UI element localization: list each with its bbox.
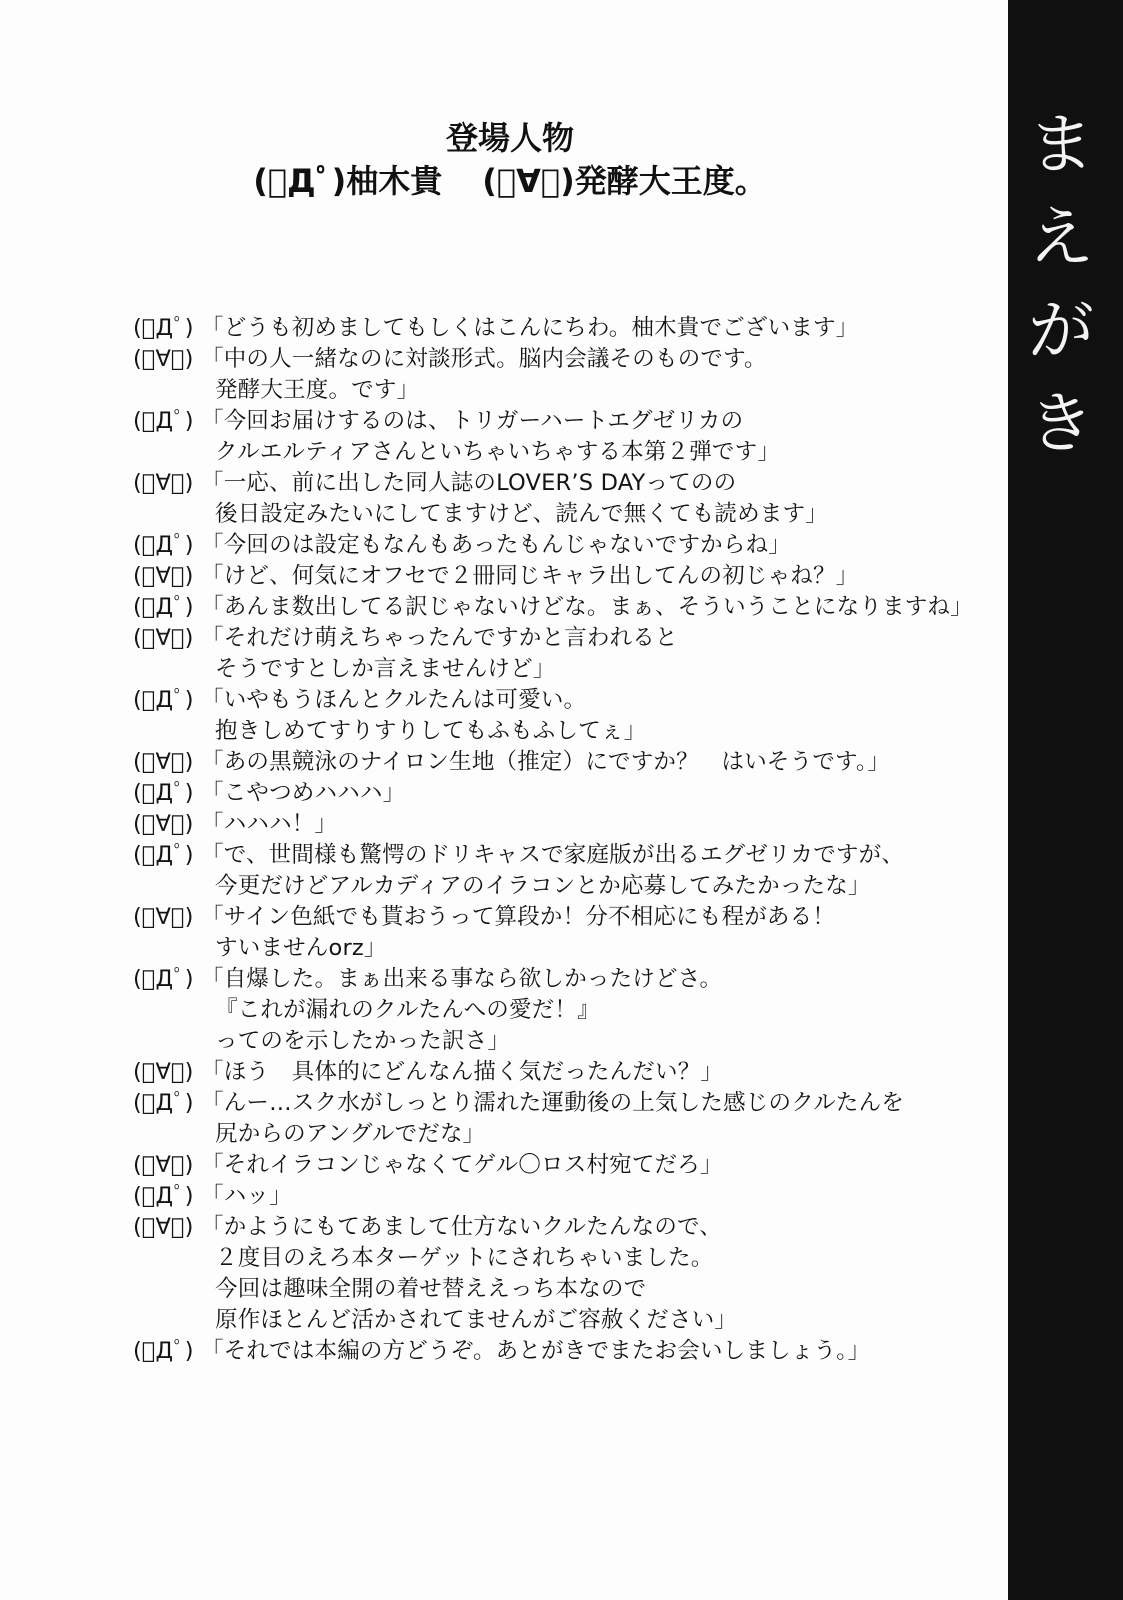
dialogue-line: [133, 313, 983, 344]
speaker-face: (ﾟ∀ﾟ): [133, 1214, 194, 1240]
speaker-face: (ﾟДﾟ): [133, 687, 194, 713]
speaker-face: (ﾟДﾟ): [133, 532, 194, 558]
speaker-face: (ﾟДﾟ): [133, 594, 194, 620]
title-char: が: [1028, 292, 1094, 369]
speaker-face: (ﾟДﾟ): [133, 1338, 194, 1364]
speaker-face: (ﾟ∀ﾟ): [133, 1059, 194, 1085]
dialogue-line: [133, 1181, 983, 1212]
speech-text: 発酵大王度。です」: [215, 377, 420, 403]
speaker-face: (ﾟ∀ﾟ): [133, 904, 194, 930]
speaker-face: (ﾟДﾟ): [133, 780, 194, 806]
dialogue-line: [133, 964, 983, 995]
dialogue-continuation: [133, 654, 983, 685]
dialogue-line: [133, 1057, 983, 1088]
speech-text: 原作ほとんど活かされてませんがご容赦ください」: [215, 1307, 738, 1333]
dialogue-line: [133, 809, 983, 840]
dialogue-line: [133, 1150, 983, 1181]
dialogue-line: [133, 685, 983, 716]
speech-text: 「こやつめハハハ」: [201, 780, 406, 806]
speech-text: 「いやもうほんとクルたんは可愛い。: [201, 687, 587, 713]
dialogue-line: [133, 840, 983, 871]
title-char: え: [1028, 199, 1094, 276]
dialogue-line: [133, 468, 983, 499]
dialogue-line: [133, 561, 983, 592]
speech-text: そうですとしか言えませんけど」: [215, 656, 556, 682]
speech-text: 「けど、何気にオフセで２冊同じキャラ出してんの初じゃね？」: [201, 563, 859, 589]
speech-text: 「どうも初めましてもしくはこんにちわ。柚木貴でございます」: [201, 315, 859, 341]
speaker-face: (ﾟДﾟ): [133, 1090, 194, 1116]
speech-text: 後日設定みたいにしてますけど、読んで無くても読めます」: [215, 501, 828, 527]
vertical-section-title: [1028, 98, 1092, 470]
dialogue-continuation: [133, 995, 983, 1026]
speaker-face: (ﾟ∀ﾟ): [133, 625, 194, 651]
speech-text: 「で、世間様も驚愕のドリキャスで家庭版が出るエグゼリカですが、: [201, 842, 905, 868]
dialogue-continuation: [133, 1305, 983, 1336]
dialogue-line: [133, 1088, 983, 1119]
speaker-face: (ﾟДﾟ): [133, 966, 194, 992]
speech-text: 「ハハハ！」: [201, 811, 338, 837]
speech-text: 「それイラコンじゃなくてゲル〇ロス村宛てだろ」: [201, 1152, 723, 1178]
speech-text: 「あの黒競泳のナイロン生地（推定）にですか？ はいそうです。」: [201, 749, 891, 775]
speech-text: 「自爆した。まぁ出来る事なら欲しかったけどさ。: [201, 966, 723, 992]
speech-text: 今回は趣味全開の着せ替ええっち本なので: [215, 1276, 647, 1302]
speech-text: 「一応、前に出した同人誌のLOVER’S DAYってのの: [201, 470, 737, 496]
dialogue-line: [133, 530, 983, 561]
speech-text: ２度目のえろ本ターゲットにされちゃいました。: [215, 1245, 714, 1271]
speaker-face: (ﾟ∀ﾟ): [133, 811, 194, 837]
speech-text: 今更だけどアルカディアのイラコンとか応募してみたかったな」: [215, 873, 871, 899]
character-hakkou: (ﾟ∀ﾟ)発酵大王度。: [482, 162, 767, 200]
speech-text: ってのを示したかった訳さ」: [215, 1028, 511, 1054]
dialogue-continuation: [133, 1243, 983, 1274]
dialogue-line: [133, 406, 983, 437]
speaker-face: (ﾟ∀ﾟ): [133, 563, 194, 589]
speech-text: 「それでは本編の方どうぞ。あとがきでまたお会いしましょう。」: [201, 1338, 871, 1364]
speech-text: 尻からのアングルでだな」: [215, 1121, 486, 1147]
speech-text: すいませんorz」: [215, 935, 387, 961]
speech-text: 「あんま数出してる訳じゃないけどな。まぁ、そういうことになりますね」: [201, 594, 973, 620]
page-title: 登場人物: [445, 119, 574, 157]
dialogue-continuation: [133, 1274, 983, 1305]
speech-text: 「かようにもてあまして仕方ないクルたんなので、: [201, 1214, 722, 1240]
character-list: [60, 161, 960, 201]
dialogue-line: [133, 592, 983, 623]
speech-text: 「今回のは設定もなんもあったもんじゃないですからね」: [201, 532, 791, 558]
dialogue-block: [133, 313, 983, 1367]
speech-text: 「んー…スク水がしっとり濡れた運動後の上気した感じのクルたんを: [201, 1090, 905, 1116]
dialogue-continuation: [133, 1119, 983, 1150]
dialogue-continuation: [133, 933, 983, 964]
dialogue-line: [133, 1336, 983, 1367]
dialogue-line: [133, 623, 983, 654]
speaker-face: (ﾟДﾟ): [133, 842, 194, 868]
speech-text: 『これが漏れのクルたんへの愛だ！』: [215, 997, 600, 1023]
speech-text: 「ハッ」: [201, 1183, 292, 1209]
dialogue-continuation: [133, 716, 983, 747]
speech-text: クルエルティアさんといちゃいちゃする本第２弾です」: [215, 439, 781, 465]
dialogue-continuation: [133, 375, 983, 406]
speech-text: 「ほう 具体的にどんなん描く気だったんだい？」: [201, 1059, 724, 1085]
speaker-face: (ﾟ∀ﾟ): [133, 749, 194, 775]
character-yuzuki: (ﾟДﾟ)柚木貴: [253, 162, 443, 200]
speech-text: 「それだけ萌えちゃったんですかと言われると: [201, 625, 678, 651]
dialogue-continuation: [133, 437, 983, 468]
dialogue-continuation: [133, 499, 983, 530]
sidebar-band: [1008, 0, 1123, 1600]
speaker-face: (ﾟ∀ﾟ): [133, 1152, 194, 1178]
speech-text: 抱きしめてすりすりしてもふもふしてぇ」: [215, 718, 647, 744]
dialogue-line: [133, 902, 983, 933]
title-char: ま: [1028, 106, 1094, 183]
dialogue-continuation: [133, 871, 983, 902]
speech-text: 「今回お届けするのは、トリガーハートエグゼリカの: [201, 408, 744, 434]
speaker-face: (ﾟ∀ﾟ): [133, 346, 194, 372]
speech-text: 「中の人一緒なのに対談形式。脳内会議そのものです。: [201, 346, 767, 372]
speech-text: 「サイン色紙でも貰おうって算段か！分不相応にも程がある！: [201, 904, 836, 930]
speaker-face: (ﾟДﾟ): [133, 408, 194, 434]
dialogue-line: [133, 778, 983, 809]
dialogue-continuation: [133, 1026, 983, 1057]
speaker-face: (ﾟДﾟ): [133, 1183, 194, 1209]
title-char: き: [1028, 385, 1094, 462]
dialogue-line: [133, 1212, 983, 1243]
speaker-face: (ﾟ∀ﾟ): [133, 470, 194, 496]
dialogue-line: [133, 344, 983, 375]
speaker-face: (ﾟДﾟ): [133, 315, 194, 341]
dialogue-line: [133, 747, 983, 778]
